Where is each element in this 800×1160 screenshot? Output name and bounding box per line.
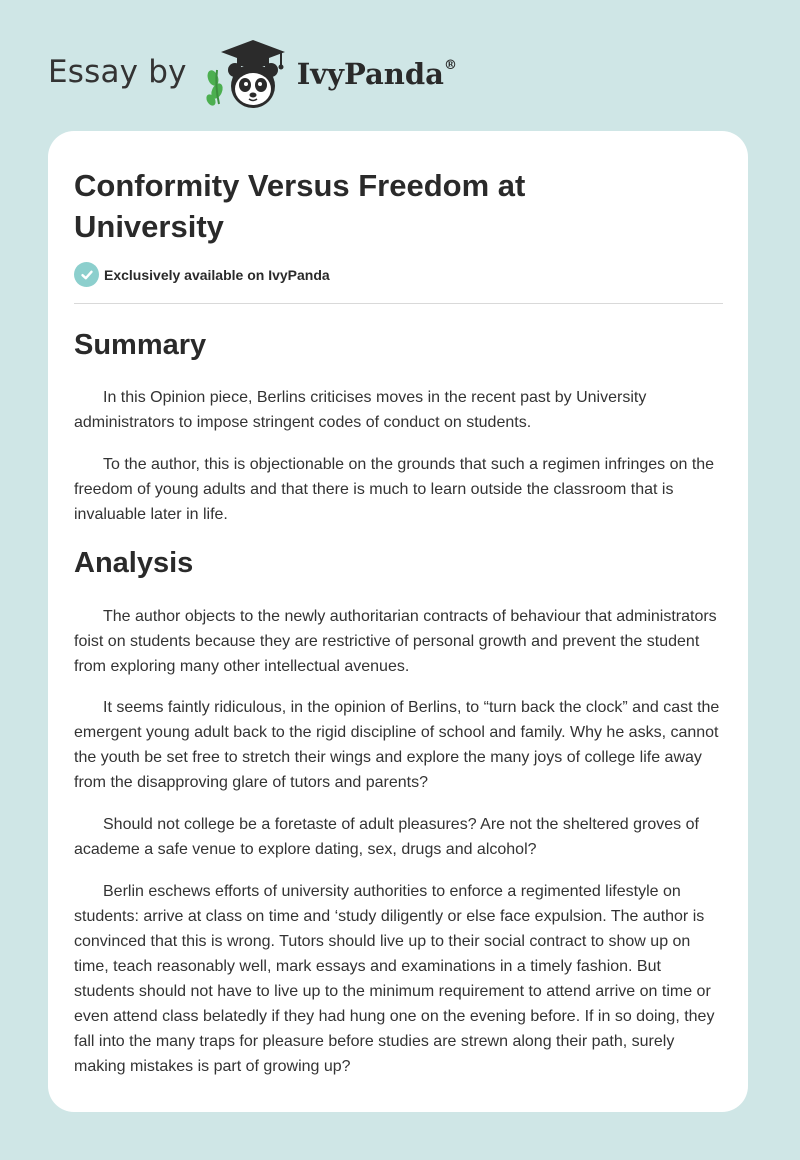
essay-card bbox=[48, 131, 748, 1112]
paragraph: Berlin eschews efforts of university authorities to enforce a regimented lifestyle on students: arrive at class on time and ‘study diligently or else face expulsion. The author is convinced that this is wrong. Tutors should live up to their social contract to show up on time, teach reasonably well, mark essays and examinations in a timely fashion. But students should not have to live up to the minimum requirement to attend arrive on time or even attend class belatedly if they had hung one on the evening before. If in so doing, they fall into the many traps for pleasure before studies are strewn along their path, surely making mistakes is part of growing up? bbox=[74, 883, 715, 1075]
paragraph: In this Opinion piece, Berlins criticises moves in the recent past by University administrators to impose stringent codes of conduct on students. bbox=[74, 389, 647, 431]
paragraph: It seems faintly ridiculous, in the opinion of Berlins, to “turn back the clock” and cast the emergent young adult back to the rigid discipline of school and family. Why he asks, cannot the youth be set free to stretch their wings and explore the many joys of college life away from the disapproving glare of tutors and parents? bbox=[74, 699, 720, 791]
divider bbox=[74, 303, 723, 304]
section-heading-summary: Summary bbox=[74, 329, 207, 361]
paragraph: To the author, this is objectionable on the grounds that such a regimen infringes on the freedom of young adults and that there is much to learn outside the classroom that is invaluable later in life. bbox=[74, 456, 715, 523]
registered-mark: ® bbox=[443, 58, 457, 74]
check-circle-icon bbox=[74, 262, 99, 287]
page-title: Conformity Versus Freedom at University bbox=[74, 168, 526, 244]
brand-prefix: Essay by bbox=[48, 54, 187, 90]
paragraph: The author objects to the newly authoritarian contracts of behaviour that administrators foist on students because they are restrictive of personal growth and prevent the student from exploring many other intellectual avenues. bbox=[74, 608, 717, 675]
panda-logo-icon[interactable] bbox=[203, 34, 295, 110]
exclusive-badge-label: Exclusively available on IvyPanda bbox=[104, 266, 330, 283]
brand-header bbox=[48, 34, 457, 110]
paragraph: Should not college be a foretaste of adult pleasures? Are not the sheltered groves of academe a safe venue to explore dating, sex, drugs and alcohol? bbox=[74, 816, 699, 858]
section-heading-analysis: Analysis bbox=[74, 547, 194, 579]
brand-name: IvyPanda® bbox=[296, 57, 457, 91]
exclusive-badge bbox=[74, 262, 330, 287]
